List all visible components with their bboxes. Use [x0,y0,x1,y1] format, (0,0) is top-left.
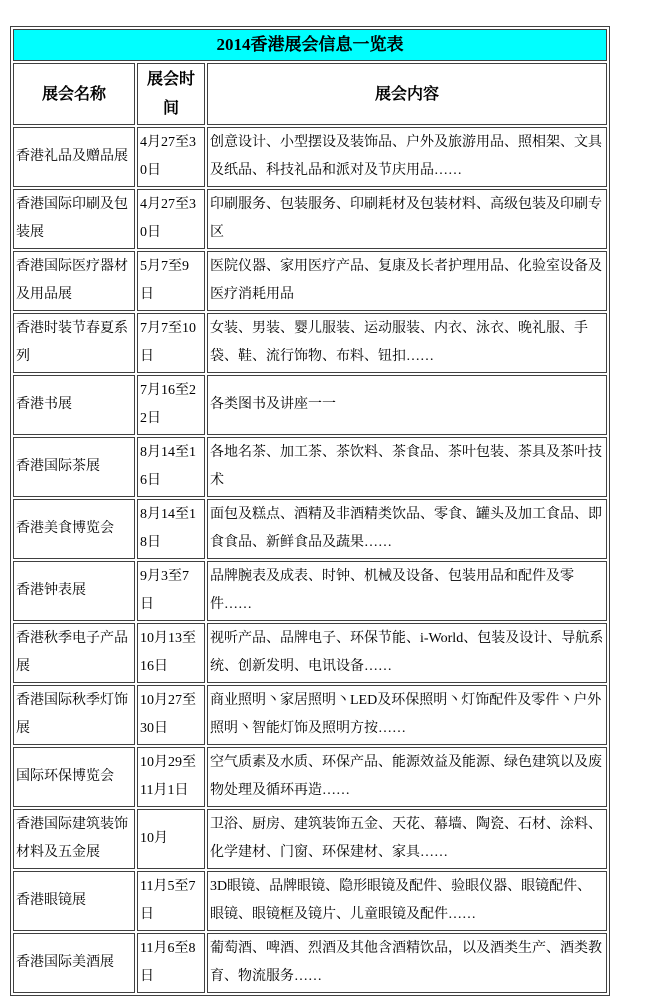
exhibition-name-cell: 香港秋季电子产品展 [13,623,135,683]
exhibition-name-cell: 香港钟表展 [13,561,135,621]
header-exhibition-content: 展会内容 [207,63,607,125]
exhibition-time-cell: 9月3至7日 [137,561,205,621]
table-header-row [13,63,607,125]
exhibition-time-cell: 10月29至11月1日 [137,747,205,807]
exhibition-time-cell: 11月6至8日 [137,933,205,993]
exhibition-name-cell: 国际环保博览会 [13,747,135,807]
exhibition-name-cell: 香港国际秋季灯饰展 [13,685,135,745]
exhibition-name-cell: 香港书展 [13,375,135,435]
table-row [13,127,607,187]
table-row [13,809,607,869]
exhibition-content-cell: 3D眼镜、品牌眼镜、隐形眼镜及配件、验眼仪器、眼镜配件、眼镜、眼镜框及镜片、儿童眼镜及配件…… [207,871,607,931]
exhibition-time-cell: 10月 [137,809,205,869]
table-row [13,561,607,621]
exhibition-table-body [13,127,607,993]
exhibition-content-cell: 商业照明丶家居照明丶LED及环保照明丶灯饰配件及零件丶户外照明丶智能灯饰及照明方按…… [207,685,607,745]
table-row [13,623,607,683]
exhibition-name-cell: 香港国际茶展 [13,437,135,497]
exhibition-time-cell: 8月14至18日 [137,499,205,559]
exhibition-name-cell: 香港美食博览会 [13,499,135,559]
table-title-row [13,29,607,61]
table-row [13,251,607,311]
exhibition-content-cell: 各类图书及讲座一一 [207,375,607,435]
exhibition-content-cell: 面包及糕点、酒精及非酒精类饮品、零食、罐头及加工食品、即食食品、新鲜食品及蔬果…… [207,499,607,559]
table-title-cell: 2014香港展会信息一览表 [13,29,607,61]
exhibition-content-cell: 葡萄酒、啤酒、烈酒及其他含酒精饮品，以及酒类生产、酒类教育、物流服务…… [207,933,607,993]
exhibition-time-cell: 5月7至9日 [137,251,205,311]
exhibition-name-cell: 香港眼镜展 [13,871,135,931]
exhibition-content-cell: 视听产品、品牌电子、环保节能、i-World、包装及设计、导航系统、创新发明、电讯设备…… [207,623,607,683]
table-row [13,871,607,931]
exhibition-name-cell: 香港国际建筑装饰材料及五金展 [13,809,135,869]
exhibition-name-cell: 香港国际印刷及包装展 [13,189,135,249]
table-row [13,375,607,435]
header-exhibition-time: 展会时间 [137,63,205,125]
exhibition-time-cell: 4月27至30日 [137,189,205,249]
exhibition-content-cell: 空气质素及水质、环保产品、能源效益及能源、绿色建筑以及废物处理及循环再造…… [207,747,607,807]
exhibition-time-cell: 10月27至30日 [137,685,205,745]
table-row [13,747,607,807]
exhibition-name-cell: 香港时装节春夏系列 [13,313,135,373]
exhibition-time-cell: 4月27至30日 [137,127,205,187]
exhibition-name-cell: 香港国际美酒展 [13,933,135,993]
exhibition-content-cell: 各地名茶、加工茶、茶饮料、茶食品、茶叶包装、茶具及茶叶技术 [207,437,607,497]
exhibition-time-cell: 11月5至7日 [137,871,205,931]
exhibition-time-cell: 8月14至16日 [137,437,205,497]
table-row [13,933,607,993]
exhibition-content-cell: 创意设计、小型摆设及装饰品、户外及旅游用品、照相架、文具及纸品、科技礼品和派对及节庆用品…… [207,127,607,187]
exhibition-name-cell: 香港国际医疗器材及用品展 [13,251,135,311]
exhibition-time-cell: 7月7至10日 [137,313,205,373]
table-row [13,685,607,745]
table-row [13,437,607,497]
exhibition-content-cell: 品牌腕表及成表、时钟、机械及设备、包装用品和配件及零件…… [207,561,607,621]
table-row [13,189,607,249]
exhibition-content-cell: 医院仪器、家用医疗产品、复康及长者护理用品、化验室设备及医疗消耗用品 [207,251,607,311]
exhibition-name-cell: 香港礼品及赠品展 [13,127,135,187]
table-row [13,313,607,373]
header-exhibition-name: 展会名称 [13,63,135,125]
table-row [13,499,607,559]
exhibition-time-cell: 10月13至16日 [137,623,205,683]
exhibition-time-cell: 7月16至22日 [137,375,205,435]
exhibition-content-cell: 卫浴、厨房、建筑装饰五金、天花、幕墙、陶瓷、石材、涂料、化学建材、门窗、环保建材、家具…… [207,809,607,869]
exhibition-table [10,26,610,996]
exhibition-content-cell: 印刷服务、包装服务、印刷耗材及包装材料、高级包装及印刷专区 [207,189,607,249]
exhibition-content-cell: 女装、男装、婴儿服装、运动服装、内衣、泳衣、晚礼服、手袋、鞋、流行饰物、布料、钮扣…… [207,313,607,373]
